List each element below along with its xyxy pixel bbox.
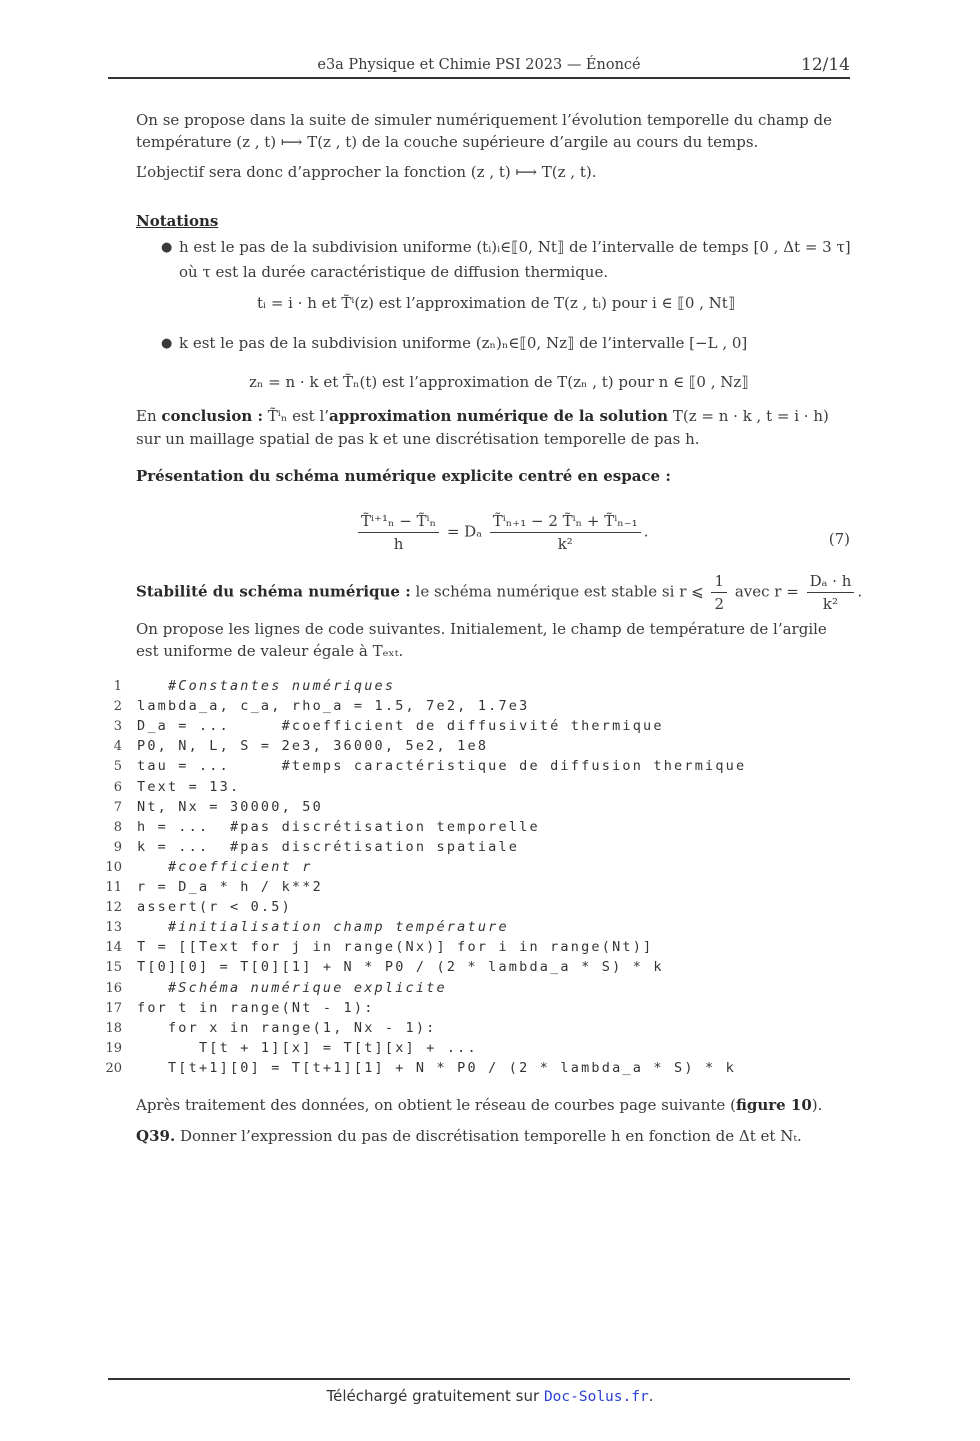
page-number: 12/14 [801,55,850,75]
code-line-text: T[0][0] = T[0][1] + N * P0 / (2 * lambda_a * S) * k [137,959,664,976]
half-denominator: 2 [714,595,725,613]
code-intro: On propose les lignes de code suivantes. Initialement, le champ de température de l’argile est uniforme de valeur égale à Tₑₓₜ. [136,620,827,660]
code-line [0,839,980,859]
footer-rule [108,1378,850,1380]
notation-time-equation: tᵢ = i · h et T̃ⁱ(z) est l’approximation de T(z , tᵢ) pour i ∈ ⟦0 , Nt⟧ [257,294,736,312]
conclusion-mid: T̃ⁱₙ est l’ [267,407,330,425]
half-numerator: 1 [711,572,727,593]
code-line-number: 9 [113,839,122,855]
code-line [0,939,980,959]
notation-tau: où τ est la durée caractéristique de diffusion thermique. [179,263,609,281]
code-line-number: 10 [105,859,122,875]
code-line-number: 5 [113,759,122,775]
code-line-number: 1 [113,679,122,694]
code-line-number: 19 [105,1040,122,1056]
equation-middle: = Dₐ [446,522,482,541]
header-title: e3a Physique et Chimie PSI 2023 — Énoncé [317,57,641,73]
code-line-text: for x in range(1, Nx - 1): [137,1019,437,1036]
code-line-text: T[t + 1][x] = T[t][x] + ... [137,1039,478,1056]
code-line-text: P0, N, L, S = 2e3, 36000, 5e2, 1e8 [137,738,489,755]
code-line-number: 16 [105,980,122,996]
code-line [0,899,980,919]
after-code-end: ). [811,1096,823,1114]
stability-line [136,572,862,613]
code-line-number: 3 [113,719,122,735]
code-line-text: T = [[Text for j in range(Nx)] for i in range(Nt)] [137,939,654,956]
equation-rhs-fraction [490,512,641,553]
conclusion-pre: En [136,407,157,425]
code-line [0,678,980,698]
footer-end: . [648,1387,654,1405]
code-line [0,799,980,819]
stability-heading: Stabilité du schéma numérique : [136,582,411,601]
code-line-text: #initialisation champ température [137,919,509,936]
code-line [0,919,980,939]
equation-lhs-numerator: T̃ⁱ⁺¹ₙ − T̃ⁱₙ [358,512,439,533]
code-line [0,758,980,778]
code-line-text: lambda_a, c_a, rho_a = 1.5, 7e2, 1.7e3 [137,698,530,715]
footer-link[interactable]: Doc-Solus.fr [543,1389,649,1405]
code-line-text: #Constantes numériques [137,678,396,694]
code-line-number: 18 [105,1020,122,1036]
code-line-text: D_a = ... #coefficient de diffusivité thermique [137,718,664,735]
code-line [0,698,980,718]
code-line-number: 15 [105,960,122,976]
code-line-number: 20 [105,1060,122,1076]
figure-reference: figure 10 [735,1096,812,1114]
intro-paragraph-2: L’objectif sera donc d’approcher la fonction (z , t) ⟼ T(z , t). [136,163,597,181]
conclusion-bold: conclusion : [161,407,264,425]
equation-number: (7) [828,530,850,548]
code-line [0,980,980,1000]
stability-text: le schéma numérique est stable si r ⩽ [415,582,704,601]
code-line [0,1020,980,1040]
code-line-number: 14 [105,940,122,956]
notations-heading: Notations [136,212,219,230]
conclusion-line-1 [136,407,829,425]
scheme-heading: Présentation du schéma numérique explicite centré en espace : [136,467,671,485]
equation-end: . [643,522,649,541]
equation-lhs-denominator: h [393,535,404,553]
code-line-text: h = ... #pas discrétisation temporelle [137,818,540,835]
code-line-number: 12 [105,900,122,916]
half-fraction [711,572,727,613]
code-line-number: 7 [113,799,122,815]
code-line-text: r = D_a * h / k**2 [137,879,323,895]
stability-end: . [857,582,863,601]
stability-avec: avec r = [734,582,799,601]
r-fraction [807,572,855,613]
after-code-text: Après traitement des données, on obtient le réseau de courbes page suivante ( [136,1096,736,1114]
code-line-number: 6 [113,779,122,795]
footer-text: Téléchargé gratuitement sur [326,1387,540,1405]
code-line-text: Nt, Nx = 30000, 50 [137,798,323,815]
conclusion-line-2: sur un maillage spatial de pas k et une discrétisation temporelle de pas h. [136,430,700,448]
code-line-number: 8 [113,819,122,835]
code-line-number: 13 [105,920,122,936]
notation-space-step: k est le pas de la subdivision uniforme (zₙ)ₙ∈⟦0, Nz⟧ de l’intervalle [−L , 0] [179,334,748,352]
bullet-icon: ● [161,336,173,351]
code-line-number: 4 [113,739,122,755]
code-line-text: Text = 13. [137,778,241,795]
code-line-text: for t in range(Nt - 1): [137,999,375,1016]
page-footer [0,1387,980,1405]
scheme-equation [355,512,648,553]
after-code-paragraph [136,1096,822,1114]
header-rule [108,77,850,79]
code-line [0,859,980,879]
code-line-number: 2 [113,699,122,715]
intro-paragraph-1: On se propose dans la suite de simuler numériquement l’évolution temporelle du champ de température (z , t) ⟼ T(z , t) de la couche supérieure d’argile au cours du temps. [136,111,833,151]
code-line-text: k = ... #pas discrétisation spatiale [137,838,520,855]
code-line [0,879,980,899]
notation-time-step: h est le pas de la subdivision uniforme (tᵢ)ᵢ∈⟦0, Nt⟧ de l’intervalle de temps [0 , Δt = 3 τ] [179,238,851,256]
code-line-text: #coefficient r [137,858,313,875]
code-line [0,1040,980,1060]
equation-lhs-fraction [358,512,439,553]
equation-rhs-numerator: T̃ⁱₙ₊₁ − 2 T̃ⁱₙ + T̃ⁱₙ₋₁ [490,512,641,533]
code-line [0,779,980,799]
question-label: Q39. [136,1127,176,1145]
notation-space-equation: zₙ = n · k et T̃ₙ(t) est l’approximation de T(zₙ , t) pour n ∈ ⟦0 , Nz⟧ [249,373,749,391]
r-denominator: k² [822,595,839,613]
code-line-number: 17 [105,1000,122,1016]
code-line-text: #Schéma numérique explicite [137,979,447,996]
code-line-text: T[t+1][0] = T[t+1][1] + N * P0 / (2 * lambda_a * S) * k [137,1059,737,1076]
code-line [0,1060,980,1080]
bullet-icon: ● [161,240,173,255]
equation-rhs-denominator: k² [557,535,573,553]
code-line-text: assert(r < 0.5) [137,899,292,916]
code-line [0,959,980,979]
page-header [108,55,850,77]
code-line [0,1000,980,1020]
question-q39 [136,1127,802,1145]
code-line [0,738,980,758]
conclusion-post: T(z = n · k , t = i · h) [672,407,829,425]
code-line-number: 11 [105,880,122,895]
code-line [0,718,980,738]
code-line [0,819,980,839]
conclusion-emphasis: approximation numérique de la solution [329,407,669,425]
question-text: Donner l’expression du pas de discrétisation temporelle h en fonction de Δt et Nₜ. [179,1127,802,1145]
code-line-text: tau = ... #temps caractéristique de diffusion thermique [137,758,747,775]
r-numerator: Dₐ · h [807,572,855,593]
